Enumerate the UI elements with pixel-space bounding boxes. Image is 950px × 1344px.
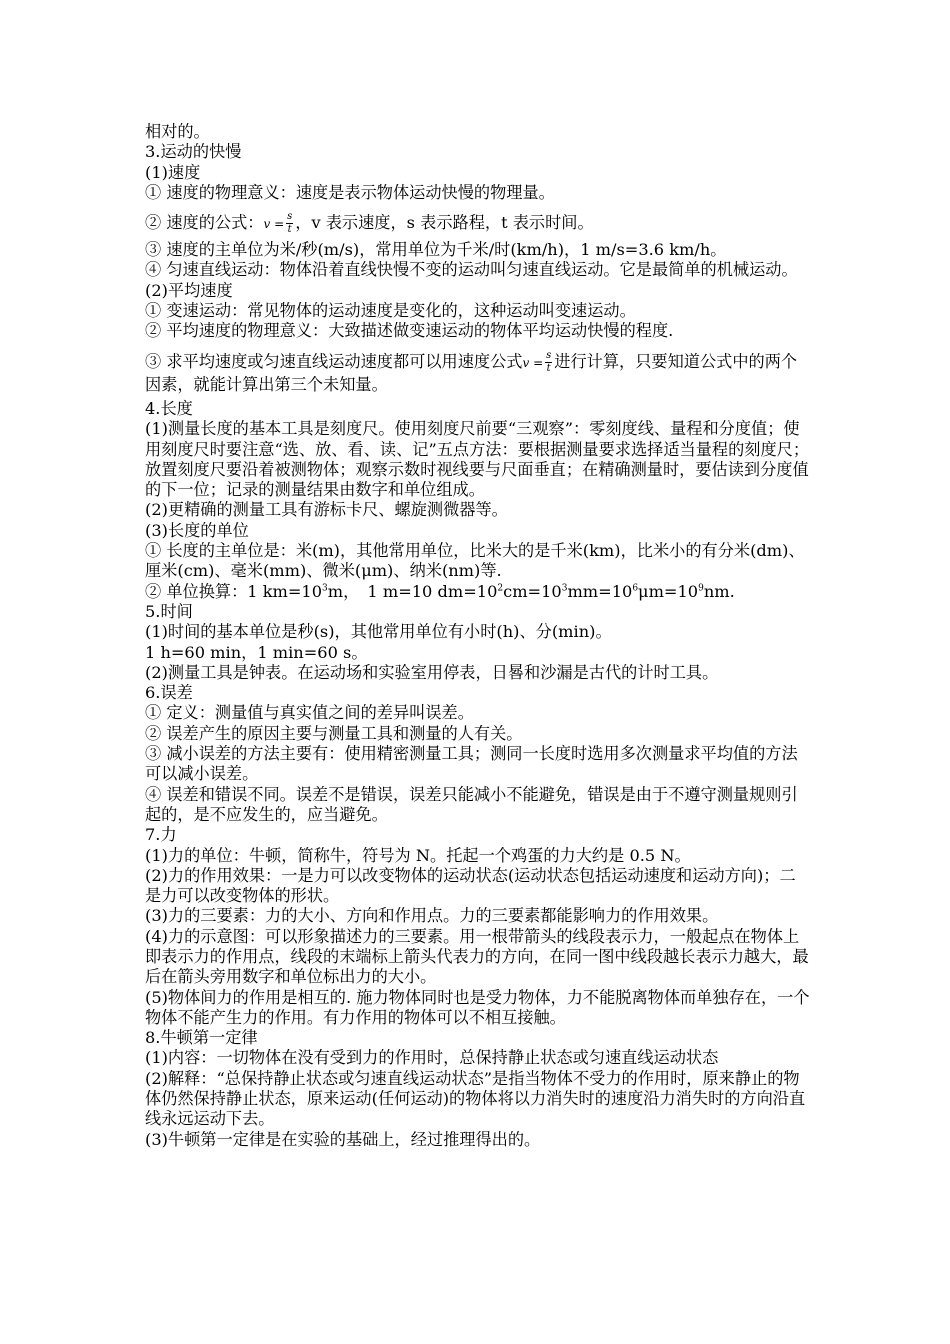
document-page [145,122,810,1150]
fraction-numerator: s [546,349,552,361]
section-heading: 5.时间 [145,601,193,621]
formula-lhs: v = [522,355,544,370]
section-heading: 8.牛顿第一定律 [145,1028,258,1048]
text-line: ① 定义：测量值与真实值之间的差异叫误差。 [145,703,474,723]
formula-paragraph [145,350,810,395]
subsection-heading: (2)平均速度 [145,280,233,300]
subsection-heading: (1)速度 [145,162,201,182]
section-heading: 4.长度 [145,398,193,418]
section-heading: 7.力 [145,825,177,845]
text-segment: mm=10 [567,581,633,601]
text-line: (2)测量工具是钟表。在运动场和实验室用停表，日晷和沙漏是古代的计时工具。 [145,662,719,682]
subsection-heading: (3)长度的单位 [145,520,249,540]
formula-lhs: v = [263,217,285,232]
text-paragraph: ③ 减小误差的方法主要有：使用精密测量工具；测同一长度时选用多次测量求平均值的方法可以减小误差。 [145,744,798,784]
superscript: 9 [698,583,704,594]
text-paragraph: (2)力的作用效果：一是力可以改变物体的运动状态(运动状态包括运动速度和运动方向)；二是力可以改变物体的形状。 [145,865,796,906]
text-line: ① 变速运动：常见物体的运动速度是变化的，这种运动叫变速运动。 [145,301,636,321]
text-line: ② 平均速度的物理意义：大致描述做变速运动的物体平均运动快慢的程度. [145,321,674,341]
text-paragraph: (1)测量长度的基本工具是刻度尺。使用刻度尺前要“三观察”：零刻度线、量程和分度值；使用刻度尺时要注意“选、放、看、读、记”五点方法：要根据测量要求选择适当量程的刻度尺；放置刻度尺要沿着被测物体；观察示数时视线要与尺面垂直；在精确测量时，要估读到分度值的下一位；记录的测量结果由数字和单位组成。 [145,419,810,500]
text-line: (1)力的单位：牛顿，简称牛，符号为 N。托起一个鸡蛋的力大约是 0.5 N。 [145,845,691,865]
text-segment: 进行计算，只要知道公式中的两个因素，就能计算出第三个未知量。 [145,351,798,394]
fraction [545,350,552,375]
unit-conversion-line [145,582,810,602]
text-segment: ② 速度的公式： [145,213,264,233]
fraction-numerator: s [287,211,293,223]
text-paragraph: ① 长度的主单位是：米(m)，其他常用单位，比米大的是千米(km)，比米小的有分米(dm)、厘米(cm)、毫米(mm)、微米(μm)、纳米(nm)等. [145,541,805,581]
text-line: (3)牛顿第一定律是在实验的基础上，经过推理得出的。 [145,1129,541,1149]
text-line: ① 速度的物理意义：速度是表示物体运动快慢的物理量。 [145,182,555,202]
text-line: (3)力的三要素：力的大小、方向和作用点。力的三要素都能影响力的作用效果。 [145,906,719,926]
text-line: ③ 速度的主单位为米/秒(m/s)，常用单位为千米/时(km/h)，1 m/s=3.6 km/h。 [145,240,727,260]
fraction-denominator: t [546,362,551,374]
text-segment: ③ 求平均速度或匀速直线运动速度都可以用速度公式 [145,351,523,371]
text-line: ② 误差产生的原因主要与测量工具和测量的人有关。 [145,723,523,743]
text-paragraph: (2)解释：“总保持静止状态或匀速直线运动状态”是指当物体不受力的作用时，原来静止的物体仍然保持静止状态，原来运动(任何运动)的物体将以力消失时的速度沿力消失时的方向沿直线永远运动下去。 [145,1068,806,1129]
text-segment: nm. [703,581,735,601]
text-paragraph: ④ 匀速直线运动：物体沿着直线快慢不变的运动叫匀速直线运动。它是最简单的机械运动。 [145,260,798,280]
superscript: 3 [322,583,328,594]
text-line: 相对的。 [145,122,210,141]
text-line: 1 h=60 min，1 min=60 s。 [145,642,368,662]
text-segment: ，v 表示速度，s 表示路程，t 表示时间。 [295,213,594,233]
text-paragraph: (5)物体间力的作用是相互的. 施力物体同时也是受力物体，力不能脱离物体而单独存在，一个物体不能产生力的作用。有力作用的物体可以不相互接触。 [145,987,810,1027]
text-paragraph: (4)力的示意图：可以形象描述力的三要素。用一根带箭头的线段表示力，一般起点在物体上即表示力的作用点，线段的末端标上箭头代表力的方向，在同一图中线段越长表示力越大，最后在箭头旁用数字和单位标出力的大小。 [145,926,809,987]
text-segment: μm=10 [638,581,699,601]
fraction-denominator: t [287,224,292,236]
formula-line [145,211,810,236]
text-paragraph: ④ 误差和错误不同。误差不是错误，误差只能减小不能避免，错误是由于不遵守测量规则引起的，是不应发生的，应当避免。 [145,784,798,824]
text-line: (1)时间的基本单位是秒(s)，其他常用单位有小时(h)、分(min)。 [145,622,612,642]
text-segment: cm=10 [503,581,562,601]
superscript: 2 [497,583,504,594]
text-segment: ② 单位换算：1 km=10 [145,581,323,601]
superscript: 3 [561,583,568,594]
superscript: 6 [632,583,639,594]
section-heading: 3.运动的快慢 [145,142,242,162]
text-segment: m， 1 m=10 dm=10 [327,581,498,601]
section-heading: 6.误差 [145,683,193,703]
text-line: (1)内容：一切物体在没有受到力的作用时，总保持静止状态或匀速直线运动状态 [145,1048,719,1068]
fraction [286,211,293,236]
text-line: (2)更精确的测量工具有游标卡尺、螺旋测微器等。 [145,500,508,520]
